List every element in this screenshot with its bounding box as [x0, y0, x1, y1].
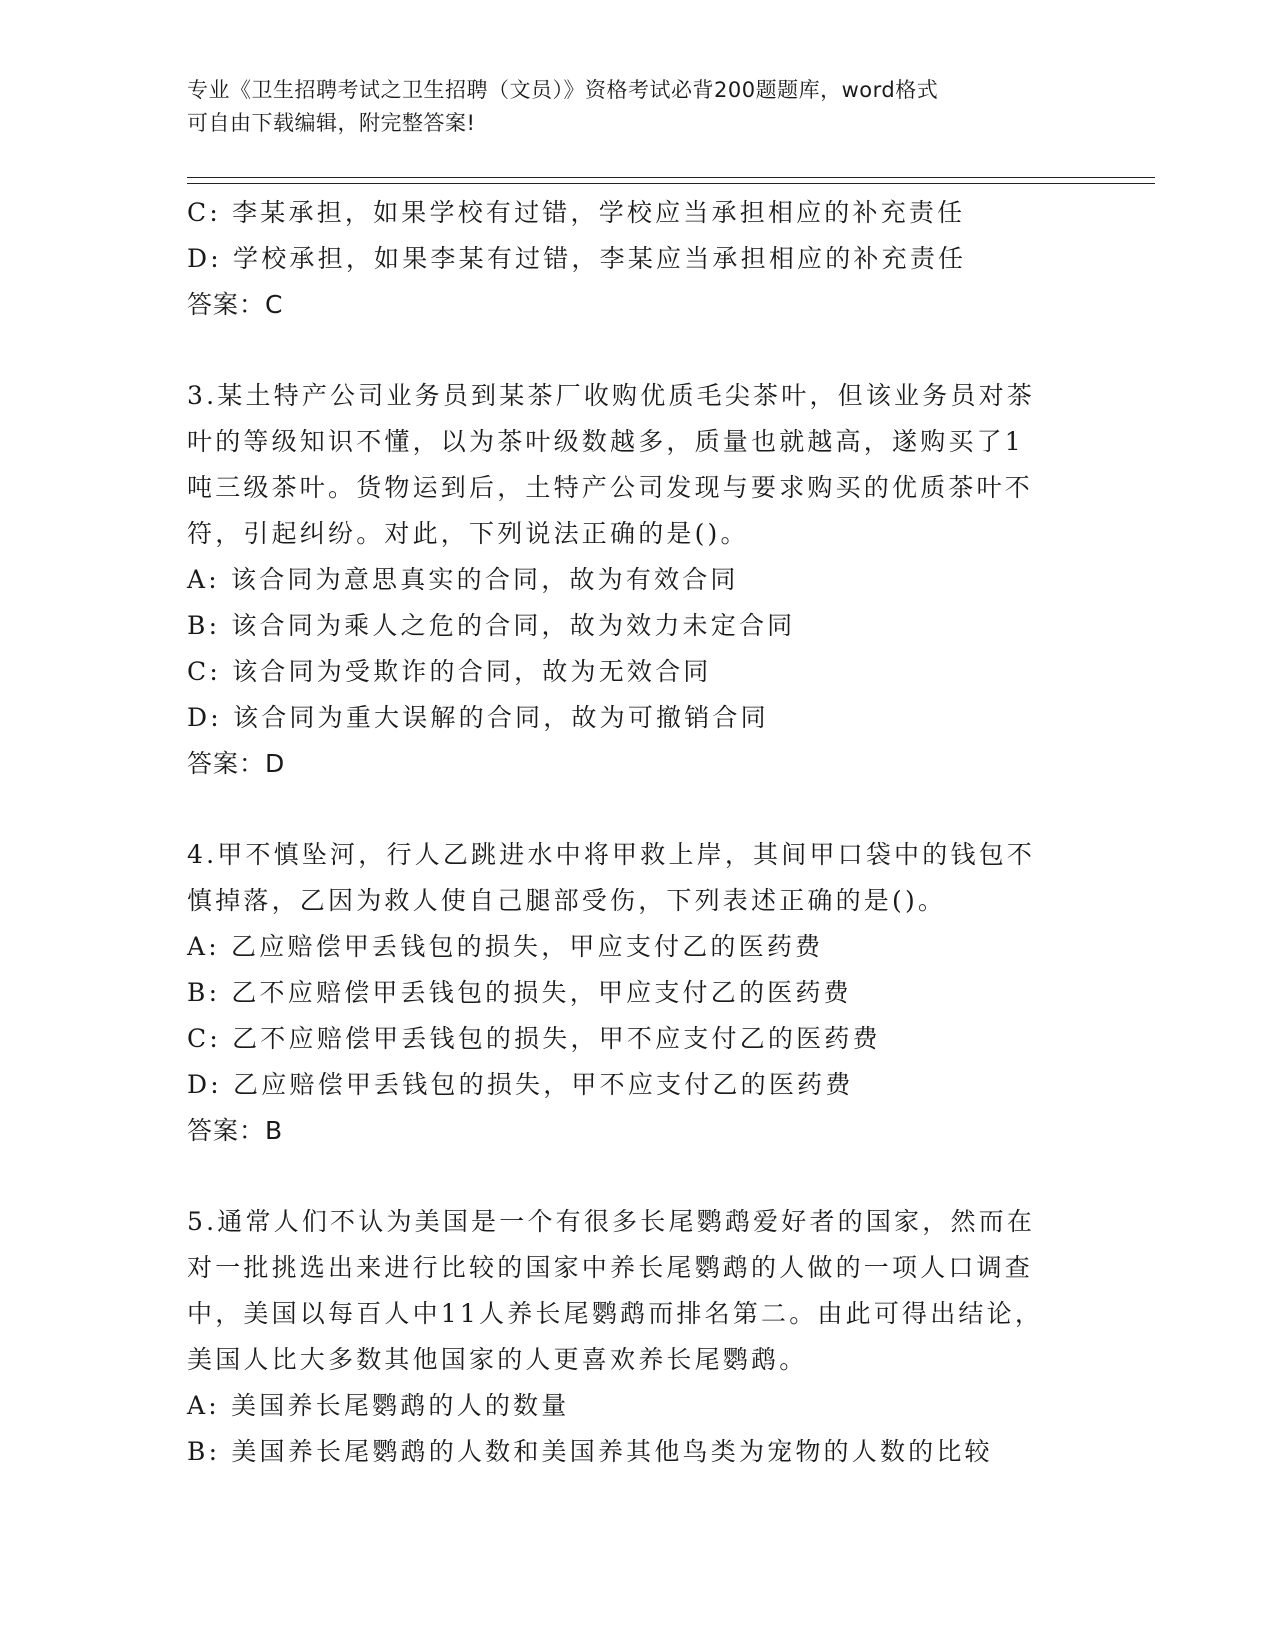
- question-content: [187, 190, 1087, 1475]
- header-divider-top: [187, 177, 1155, 178]
- question-stem-line: 4.甲不慎坠河，行人乙跳进水中将甲救上岸，其间甲口袋中的钱包不: [187, 840, 1036, 869]
- header-title-line-2: 可自由下载编辑，附完整答案!: [187, 111, 476, 135]
- page-header: [187, 74, 1087, 140]
- header-divider-bottom: [187, 183, 1155, 184]
- option-b: B: 该合同为乘人之危的合同，故为效力未定合同: [187, 611, 796, 640]
- question-stem-line: 3.某土特产公司业务员到某茶厂收购优质毛尖茶叶，但该业务员对茶: [187, 381, 1036, 410]
- question-stem-line: 对一批挑选出来进行比较的国家中养长尾鹦鹉的人做的一项人口调查: [187, 1253, 1034, 1282]
- option-c: C: 该合同为受欺诈的合同，故为无效合同: [187, 657, 712, 686]
- spacer: [187, 787, 1087, 832]
- option-c: C: 乙不应赔偿甲丢钱包的损失，甲不应支付乙的医药费: [187, 1024, 881, 1053]
- option-b: B: 乙不应赔偿甲丢钱包的损失，甲应支付乙的医药费: [187, 978, 852, 1007]
- question-stem-line: 符，引起纠纷。对此，下列说法正确的是()。: [187, 519, 749, 548]
- option-a: A: 该合同为意思真实的合同，故为有效合同: [187, 565, 739, 594]
- question-stem-line: 慎掉落，乙因为救人使自己腿部受伤，下列表述正确的是()。: [187, 886, 947, 915]
- option-a: A: 美国养长尾鹦鹉的人的数量: [187, 1391, 570, 1420]
- answer-line: 答案：C: [187, 290, 284, 319]
- question-3: [187, 373, 1087, 787]
- question-stem-line: 吨三级茶叶。货物运到后，土特产公司发现与要求购买的优质茶叶不: [187, 473, 1034, 502]
- question-5: [187, 1199, 1087, 1475]
- spacer: [187, 328, 1087, 373]
- option-d: D: 学校承担，如果李某有过错，李某应当承担相应的补充责任: [187, 244, 967, 273]
- option-c: C: 李某承担，如果学校有过错，学校应当承担相应的补充责任: [187, 198, 966, 227]
- question-stem-line: 美国人比大多数其他国家的人更喜欢养长尾鹦鹉。: [187, 1345, 808, 1374]
- question-stem-line: 叶的等级知识不懂，以为茶叶级数越多，质量也就越高，遂购买了1: [187, 427, 1024, 456]
- option-d: D: 乙应赔偿甲丢钱包的损失，甲不应支付乙的医药费: [187, 1070, 854, 1099]
- answer-line: 答案：D: [187, 749, 286, 778]
- option-d: D: 该合同为重大误解的合同，故为可撤销合同: [187, 703, 769, 732]
- option-b: B: 美国养长尾鹦鹉的人数和美国养其他鸟类为宠物的人数的比较: [187, 1437, 993, 1466]
- option-a: A: 乙应赔偿甲丢钱包的损失，甲应支付乙的医药费: [187, 932, 824, 961]
- question-stem-line: 5.通常人们不认为美国是一个有很多长尾鹦鹉爱好者的国家，然而在: [187, 1207, 1036, 1236]
- question-stem-line: 中，美国以每百人中11人养长尾鹦鹉而排名第二。由此可得出结论，: [187, 1299, 1044, 1328]
- answer-line: 答案：B: [187, 1116, 284, 1145]
- header-title-line-1: 专业《卫生招聘考试之卫生招聘（文员）》资格考试必背200题题库，word格式: [187, 78, 939, 102]
- question-2-continuation: [187, 190, 1087, 328]
- question-4: [187, 832, 1087, 1154]
- spacer: [187, 1154, 1087, 1199]
